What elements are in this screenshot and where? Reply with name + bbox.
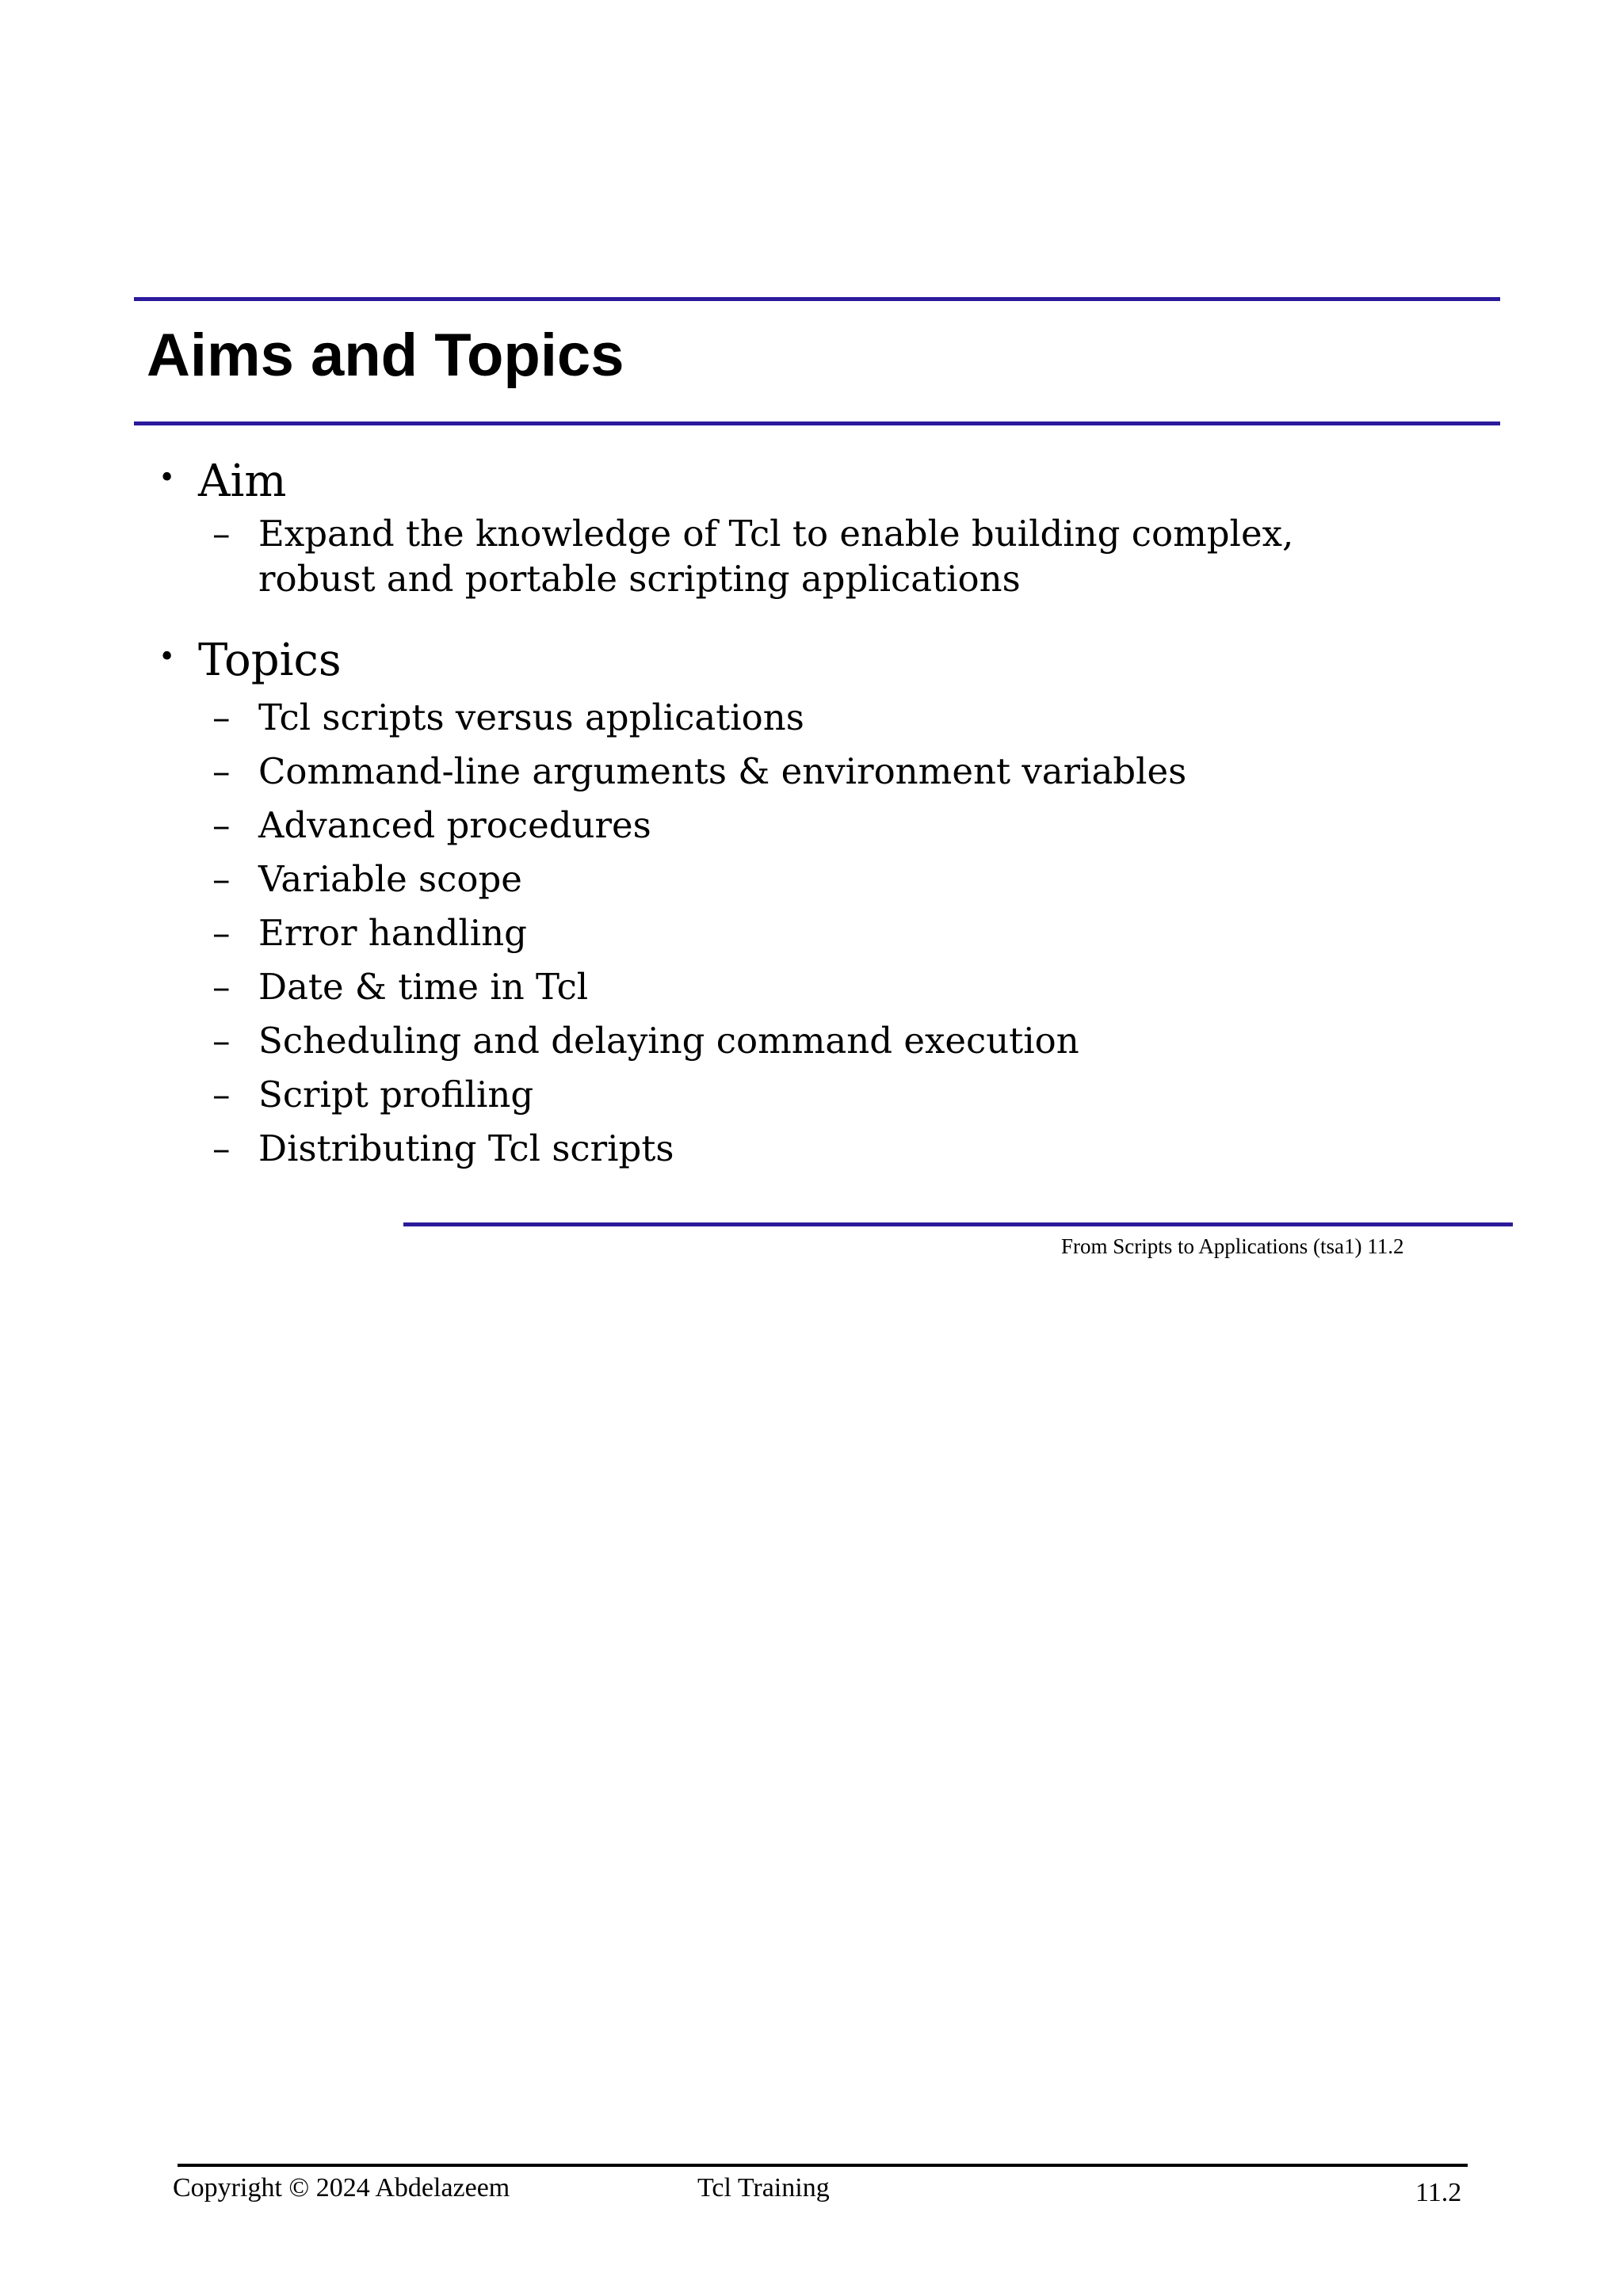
topic-item-text: Command-line arguments & environment variables — [258, 750, 1187, 792]
dash-icon: – — [212, 912, 231, 954]
aim-item — [0, 511, 1400, 601]
topics-list — [0, 691, 1623, 1176]
title-bottom-rule — [134, 421, 1500, 425]
topic-item — [0, 852, 1623, 906]
dash-icon: – — [212, 1020, 231, 1062]
aim-list — [0, 511, 1623, 601]
page-footer-rule — [178, 2164, 1468, 2167]
dash-icon: – — [212, 750, 231, 792]
topic-item-text: Script profiling — [258, 1074, 534, 1116]
topic-item-text: Tcl scripts versus applications — [258, 696, 804, 738]
topic-item-text: Error handling — [258, 912, 527, 954]
topic-item — [0, 960, 1623, 1014]
title-top-rule — [134, 297, 1500, 301]
aim-label: Aim — [198, 456, 287, 507]
topic-item — [0, 799, 1623, 852]
topic-item — [0, 1068, 1623, 1122]
topic-item — [0, 1122, 1623, 1176]
topic-item — [0, 691, 1623, 745]
copyright-notice: Copyright © 2024 Abdelazeem — [173, 2173, 510, 2203]
aim-item-text: Expand the knowledge of Tcl to enable building complex, robust and portable scripting applications — [258, 513, 1294, 600]
topic-item-text: Scheduling and delaying command execution — [258, 1020, 1079, 1062]
topics-section — [0, 631, 1623, 1176]
slide-footer: From Scripts to Applications (tsa1) 11.2 — [1061, 1234, 1404, 1258]
dash-icon: – — [212, 966, 231, 1008]
topic-item-text: Variable scope — [258, 858, 522, 900]
topic-item-text: Distributing Tcl scripts — [258, 1127, 674, 1169]
topic-item-text: Date & time in Tcl — [258, 966, 589, 1008]
page-number: 11.2 — [1415, 2178, 1462, 2207]
topic-item-text: Advanced procedures — [258, 804, 651, 846]
dash-icon: – — [212, 1127, 231, 1169]
aim-section — [0, 452, 1623, 601]
aim-heading — [0, 452, 1623, 512]
bullet-icon: • — [158, 641, 176, 673]
dash-icon: – — [212, 1074, 231, 1116]
dash-icon: – — [212, 804, 231, 846]
topic-item — [0, 745, 1623, 799]
topics-label: Topics — [198, 635, 342, 686]
dash-icon: – — [212, 858, 231, 900]
topic-item — [0, 906, 1623, 960]
dash-icon: – — [212, 696, 231, 738]
course-title: Tcl Training — [697, 2173, 830, 2203]
slide-title: Aims and Topics — [147, 322, 624, 389]
slide-footer-rule — [403, 1222, 1513, 1226]
topics-heading — [0, 631, 1623, 691]
dash-icon: – — [212, 513, 231, 555]
topic-item — [0, 1014, 1623, 1068]
bullet-icon: • — [158, 462, 176, 494]
